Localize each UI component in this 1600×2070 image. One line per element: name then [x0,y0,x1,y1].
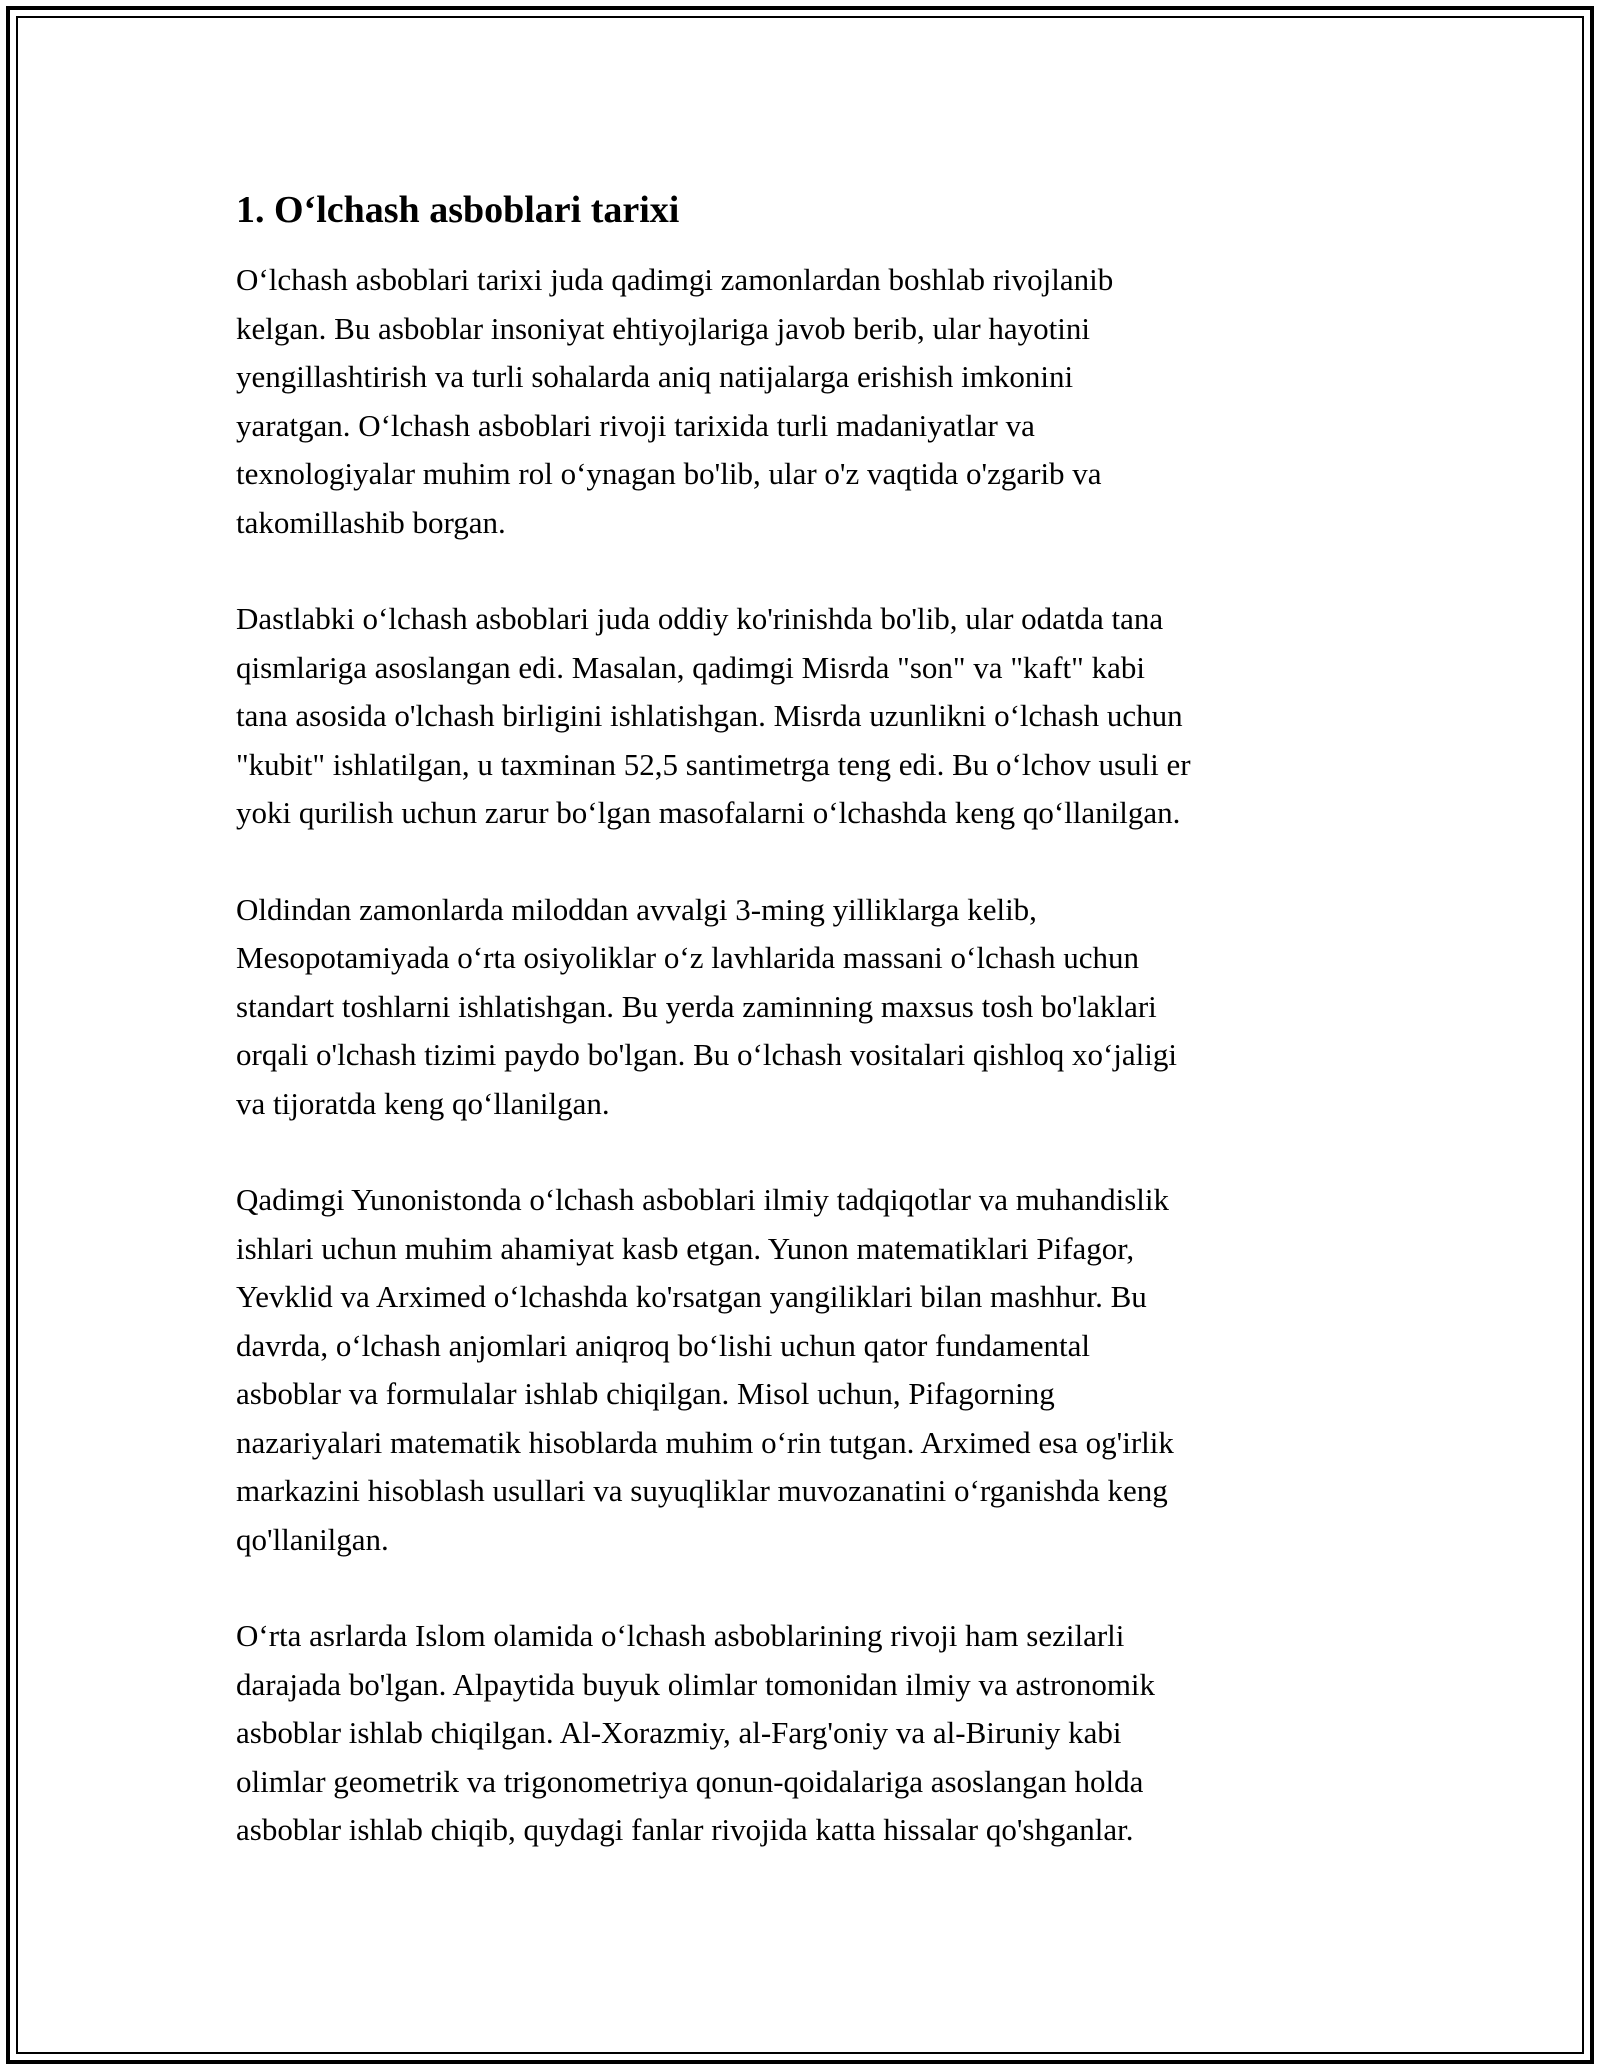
text-line: olimlar geometrik va trigonometriya qonun-qoidalariga asoslangan holda [236,1763,1144,1799]
text-line: yoki qurilish uchun zarur bo‘lgan masofalarni o‘lchashda keng qo‘llanilgan. [236,795,1181,830]
text-line: Qadimgi Yunonistonda o‘lchash asboblari ilmiy tadqiqotlar va muhandislik [236,1182,1170,1217]
text-line: takomillashib borgan. [236,504,506,540]
text-line: darajada bo'lgan. Alpaytida buyuk olimlar tomonidan ilmiy va astronomik [236,1666,1156,1702]
text-line: asboblar ishlab chiqilgan. Al-Xorazmiy, al-Farg'oniy va al-Biruniy kabi [236,1715,1122,1750]
text-line: kelgan. Bu asboblar insoniyat ehtiyojlariga javob berib, ular hayotini [236,310,1091,346]
text-line: texnologiyalar muhim rol o‘ynagan bo'lib, ular o'z vaqtida o'zgarib va [236,456,1102,491]
text-line: qismlariga asoslangan edi. Masalan, qadimgi Misrda "son" va "kaft" kabi [236,649,1145,685]
text-line: qo'llanilgan. [236,1521,389,1557]
document-body [236,186,1376,1903]
paragraph-mesopotamia [236,886,1376,1129]
paragraph-islamic-world [236,1612,1376,1855]
text-line: O‘lchash asboblari tarixi juda qadimgi zamonlardan boshlab rivojlanib [236,262,1114,297]
section-heading: 1. O‘lchash asboblari tarixi [236,189,680,231]
text-line: "kubit" ishlatilgan, u taxminan 52,5 santimetrga teng edi. Bu o‘lchov usuli er [236,746,1191,782]
paragraph-measurement-history-intro [236,256,1376,547]
text-line: markazini hisoblash usullari va suyuqliklar muvozanatini o‘rganishda keng [236,1473,1168,1508]
text-line: Oldindan zamonlarda miloddan avvalgi 3-ming yilliklarga kelib, [236,891,1037,927]
paragraph-early-instruments [236,595,1376,838]
paragraph-ancient-greece [236,1176,1376,1564]
text-line: Dastlabki o‘lchash asboblari juda oddiy ko'rinishda bo'lib, ular odatda tana [236,601,1164,636]
text-line: nazariyalari matematik hisoblarda muhim o‘rin tutgan. Arximed esa og'irlik [236,1424,1174,1460]
text-line: ishlari uchun muhim ahamiyat kasb etgan. Yunon matematiklari Pifagor, [236,1230,1135,1266]
text-line: O‘rta asrlarda Islom olamida o‘lchash asboblarining rivoji ham sezilarli [236,1618,1125,1653]
text-line: yengillashtirish va turli sohalarda aniq natijalarga erishish imkonini [236,359,1074,394]
text-line: asboblar va formulalar ishlab chiqilgan. Misol uchun, Pifagorning [236,1376,1055,1411]
text-line: asboblar ishlab chiqib, quydagi fanlar rivojida katta hissalar qo'shganlar. [236,1812,1134,1847]
text-line: davrda, o‘lchash anjomlari aniqroq bo‘lishi uchun qator fundamental [236,1327,1090,1363]
text-line: tana asosida o'lchash birligini ishlatishgan. Misrda uzunlikni o‘lchash uchun [236,698,1183,733]
text-line: Yevklid va Arximed o‘lchashda ko'rsatgan yangiliklari bilan mashhur. Bu [236,1279,1147,1314]
text-line: va tijoratda keng qo‘llanilgan. [236,1085,610,1121]
text-line: Mesopotamiyada o‘rta osiyoliklar o‘z lavhlarida massani o‘lchash uchun [236,940,1140,975]
text-line: orqali o'lchash tizimi paydo bo'lgan. Bu o‘lchash vositalari qishloq xo‘jaligi [236,1037,1178,1072]
text-line: yaratgan. O‘lchash asboblari rivoji tarixida turli madaniyatlar va [236,407,1035,443]
text-line: standart toshlarni ishlatishgan. Bu yerda zaminning maxsus tosh bo'laklari [236,988,1157,1024]
